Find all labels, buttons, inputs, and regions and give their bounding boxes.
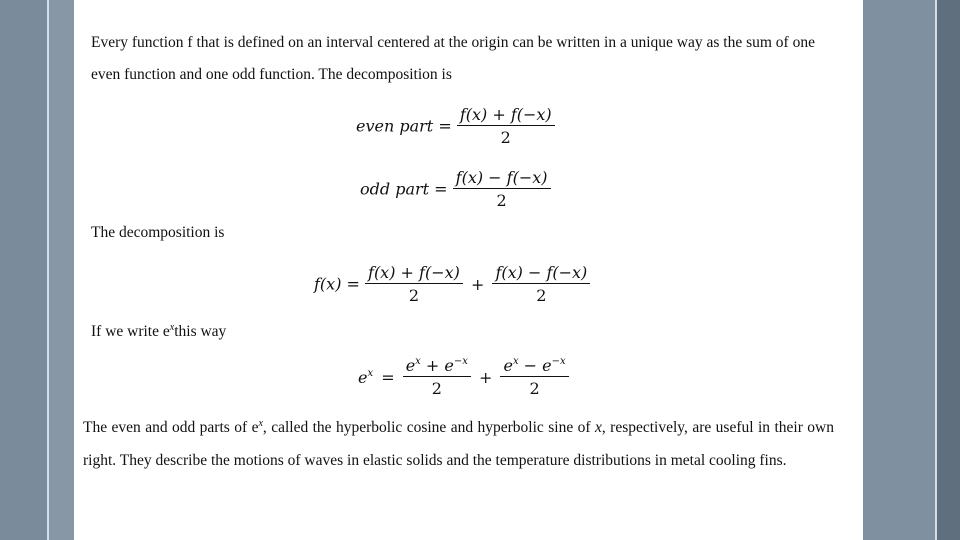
hyperbolic-text-b: , called the hyperbolic cosine and hyperbolic sine of <box>262 419 595 436</box>
odd-part-numerator: f(x) − f(−x) <box>453 168 551 189</box>
decomposition-even-denominator: 2 <box>408 286 420 305</box>
decomposition-even-fraction <box>365 263 463 305</box>
decomposition-label: The decomposition is <box>91 224 225 241</box>
cosh-numerator <box>403 356 471 377</box>
odd-part-lhs: odd part = <box>360 179 448 199</box>
cosh-term-2: e <box>444 356 454 375</box>
sinh-term-2-exponent: −x <box>551 356 566 367</box>
sinh-operator: − <box>518 356 543 375</box>
cosh-denominator: 2 <box>431 379 442 398</box>
decomposition-even-numerator: f(x) + f(−x) <box>365 263 463 284</box>
odd-part-fraction <box>453 168 551 210</box>
decomposition-odd-denominator: 2 <box>536 286 547 305</box>
exponential-lhs-base: e <box>358 367 368 387</box>
cosh-term-2-exponent: −x <box>453 356 468 367</box>
hyperbolic-superscript: x <box>258 418 263 429</box>
cosh-operator: + <box>420 356 445 375</box>
left-outer-band <box>0 0 47 540</box>
cosh-fraction <box>403 356 471 398</box>
exponential-intro-tail: this way <box>174 323 227 340</box>
hyperbolic-variable: x <box>594 419 602 436</box>
exponential-intro <box>91 312 836 348</box>
slide-page <box>74 0 863 540</box>
sinh-term-1-exponent: x <box>512 356 519 367</box>
exponential-lhs <box>358 368 373 387</box>
sinh-fraction <box>500 356 568 398</box>
even-part-denominator: 2 <box>500 128 511 147</box>
decomposition-lhs: f(x) = <box>314 274 360 294</box>
intro-paragraph: Every function f that is defined on an interval centered at the origin can be written in a unique way as the sum of one even function and one odd function. The decomposition is <box>91 34 815 83</box>
right-inner-band <box>863 0 935 540</box>
exponential-intro-superscript: x <box>169 322 175 333</box>
exponential-intro-text: If we write e <box>91 323 170 340</box>
exponential-lhs-exponent: x <box>367 367 374 379</box>
odd-part-denominator: 2 <box>496 191 507 210</box>
cosh-term-1: e <box>405 356 416 375</box>
odd-part-equation <box>360 168 551 210</box>
decomposition-odd-fraction <box>492 263 590 305</box>
exponential-equals: = <box>381 367 395 387</box>
even-part-numerator: f(x) + f(−x) <box>457 105 555 126</box>
even-part-lhs: even part = <box>356 116 452 136</box>
hyperbolic-text-a: The even and odd parts of e <box>83 419 259 436</box>
sinh-numerator <box>500 356 568 377</box>
sinh-term-2: e <box>542 356 552 375</box>
even-part-equation <box>356 105 555 147</box>
exponential-plus: + <box>478 367 493 387</box>
sinh-denominator: 2 <box>529 379 540 398</box>
cosh-term-1-exponent: x <box>415 356 421 367</box>
decomposition-equation <box>314 263 590 305</box>
sinh-term-1: e <box>503 356 513 375</box>
exponential-equation <box>358 356 569 398</box>
right-outer-band <box>937 0 960 540</box>
decomposition-odd-numerator: f(x) − f(−x) <box>492 263 590 284</box>
hyperbolic-paragraph <box>83 407 834 477</box>
even-part-fraction <box>457 105 555 147</box>
left-inner-band <box>49 0 74 540</box>
hyperbolic-text-c: , respectively, are useful in their own right. They describe the motions of waves in elastic solids and the temperature distributions in metal cooling fins. <box>83 419 834 469</box>
decomposition-plus: + <box>470 274 485 294</box>
